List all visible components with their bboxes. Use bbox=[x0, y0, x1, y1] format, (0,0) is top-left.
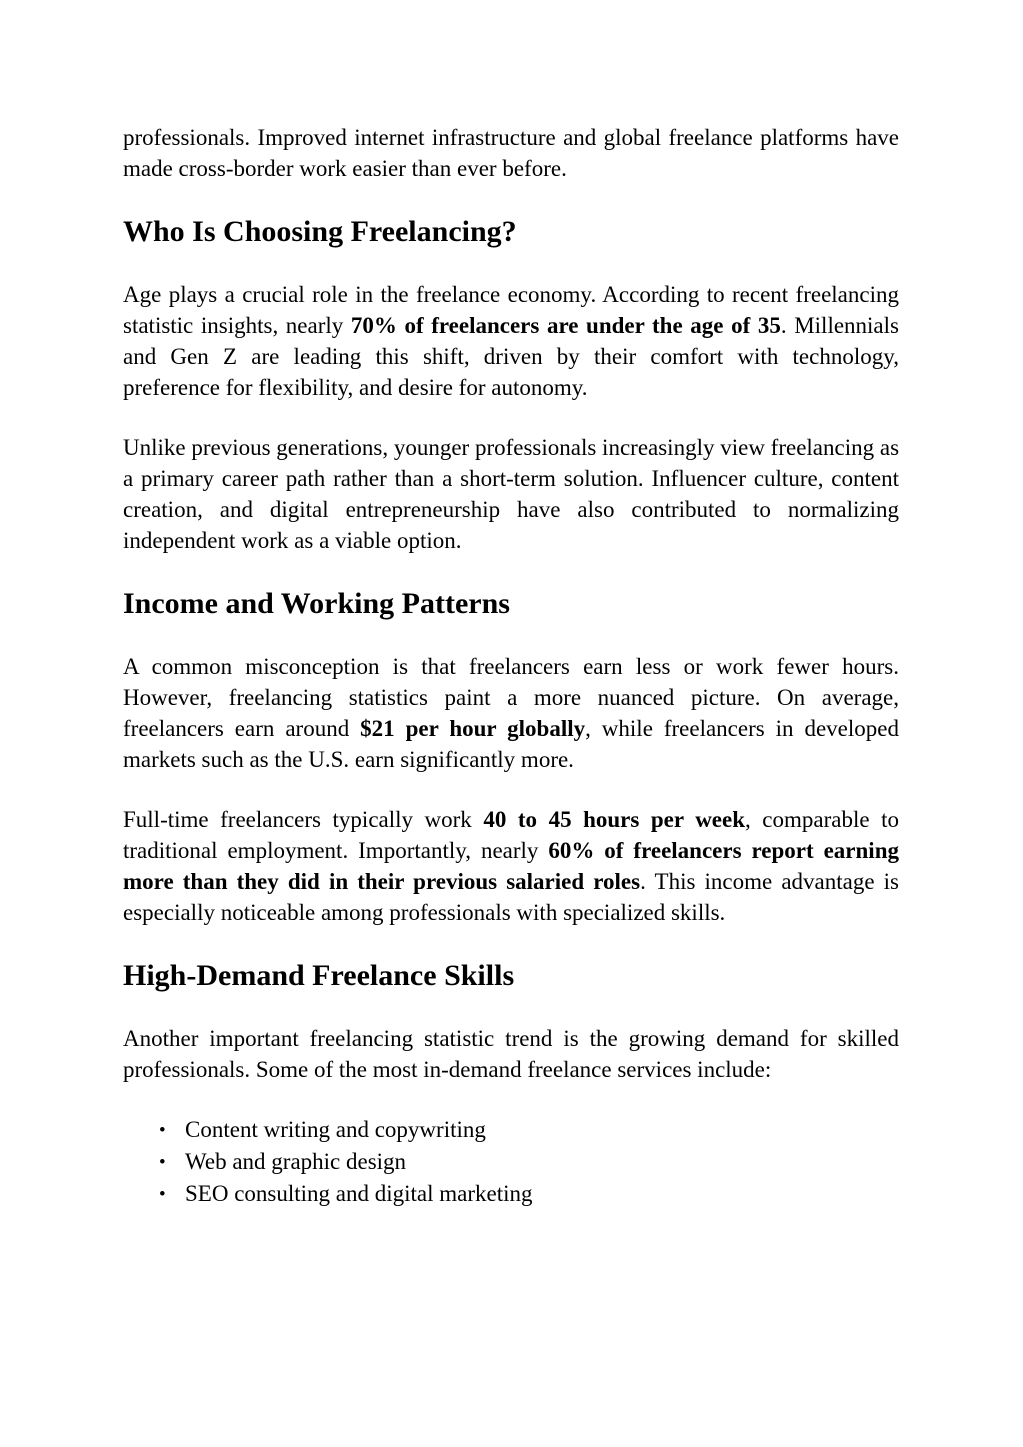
list-item-web-graphic-design bbox=[123, 1146, 899, 1178]
bold-text-run: 60% of freelancers report earning more than they did in their previous salaried roles bbox=[123, 838, 899, 894]
bold-text-run: 40 to 45 hours per week bbox=[483, 807, 746, 832]
paragraph-in-demand-services-intro bbox=[123, 1023, 899, 1085]
paragraph-age-demographics bbox=[123, 279, 899, 403]
list-item-text: Content writing and copywriting bbox=[185, 1117, 486, 1142]
skills-list bbox=[123, 1114, 899, 1210]
bold-text-run: 70% of freelancers are under the age of 35 bbox=[350, 313, 781, 338]
heading-high-demand-freelance-skills: High-Demand Freelance Skills bbox=[123, 959, 515, 992]
list-item-seo-marketing bbox=[123, 1178, 899, 1210]
text-run: Full-time freelancers typically work bbox=[123, 807, 484, 832]
text-run: Another important freelancing statistic trend is the growing demand for skilled professionals. Some of the most in-demand freelance services include: bbox=[123, 1026, 899, 1082]
text-run: . This income advantage is especially noticeable among professionals with specialized skills. bbox=[123, 869, 899, 925]
list-item-text: SEO consulting and digital marketing bbox=[185, 1181, 533, 1206]
text-run: Unlike previous generations, younger professionals increasingly view freelancing as a primary career path rather than a short-term solution. Influencer culture, content creation, and digital entrepreneurship have also contributed to normalizing independent work as a viable option. bbox=[123, 435, 900, 553]
heading-who-is-choosing-freelancing: Who Is Choosing Freelancing? bbox=[123, 215, 517, 248]
text-run: professionals. Improved internet infrastructure and global freelance platforms have made cross-border work easier than ever before. bbox=[123, 125, 899, 181]
text-run: , comparable to traditional employment. Importantly, nearly bbox=[123, 807, 899, 863]
list-item-content-writing bbox=[123, 1114, 899, 1146]
bullet-icon: • bbox=[159, 1152, 166, 1173]
text-run: , while freelancers in developed markets such as the U.S. earn significantly more. bbox=[123, 716, 899, 772]
text-run: A common misconception is that freelancers earn less or work fewer hours. However, freelancing statistics paint a more nuanced picture. On average, freelancers earn around bbox=[123, 654, 899, 741]
text-run: . Millennials and Gen Z are leading this shift, driven by their comfort with technology, preference for flexibility, and desire for autonomy. bbox=[123, 313, 899, 400]
bullet-icon: • bbox=[159, 1120, 166, 1141]
paragraph-working-hours bbox=[123, 804, 899, 928]
paragraph-income-misconception bbox=[123, 651, 899, 775]
paragraph-cross-border-continuation bbox=[123, 122, 899, 184]
bullet-icon: • bbox=[159, 1184, 166, 1205]
text-run: Age plays a crucial role in the freelance economy. According to recent freelancing statistic insights, nearly bbox=[123, 282, 899, 338]
paragraph-generational-shift bbox=[123, 432, 899, 556]
bold-text-run: $21 per hour globally bbox=[360, 716, 586, 741]
list-item-text: Web and graphic design bbox=[185, 1149, 407, 1174]
heading-income-and-working-patterns: Income and Working Patterns bbox=[123, 587, 510, 620]
